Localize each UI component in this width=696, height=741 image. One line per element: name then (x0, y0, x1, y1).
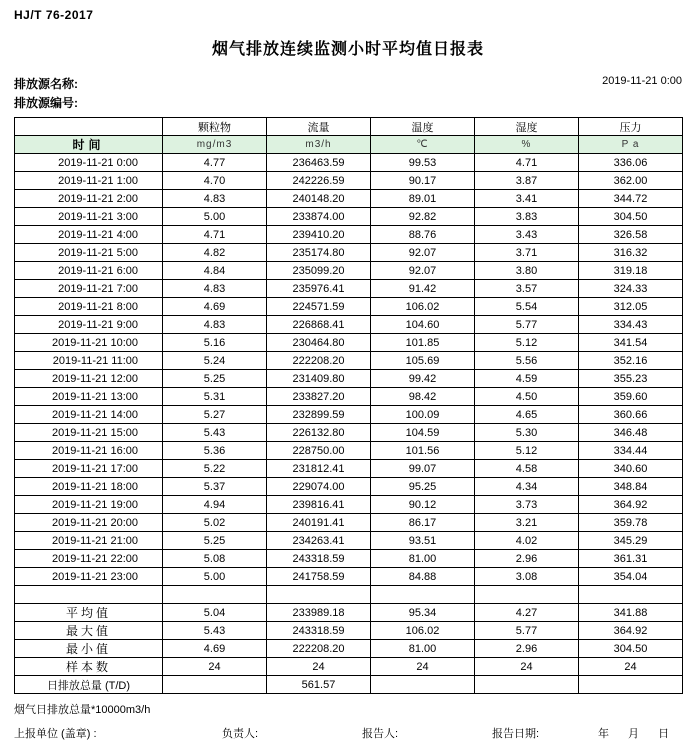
daily-total-value-4 (579, 676, 683, 694)
row-value-3: 4.59 (475, 370, 579, 388)
row-value-2: 92.07 (371, 244, 475, 262)
row-value-0: 4.71 (163, 226, 267, 244)
table-row (15, 496, 683, 514)
spacer-cell (475, 586, 579, 604)
row-value-3: 5.54 (475, 298, 579, 316)
row-value-1: 241758.59 (267, 568, 371, 586)
row-value-3: 5.12 (475, 334, 579, 352)
summary-value-0: 5.43 (163, 622, 267, 640)
row-value-3: 3.08 (475, 568, 579, 586)
row-value-0: 4.77 (163, 154, 267, 172)
row-value-2: 90.17 (371, 172, 475, 190)
summary-label: 最大值 (15, 622, 163, 640)
row-time: 2019-11-21 8:00 (15, 298, 163, 316)
row-value-0: 5.24 (163, 352, 267, 370)
row-time: 2019-11-21 19:00 (15, 496, 163, 514)
source-id-label: 排放源编号: (14, 96, 78, 110)
row-time: 2019-11-21 7:00 (15, 280, 163, 298)
row-value-2: 101.85 (371, 334, 475, 352)
spacer-cell (371, 586, 475, 604)
row-value-1: 242226.59 (267, 172, 371, 190)
row-value-3: 3.21 (475, 514, 579, 532)
table-row (15, 172, 683, 190)
table-row (15, 460, 683, 478)
row-value-1: 233827.20 (267, 388, 371, 406)
row-value-3: 3.43 (475, 226, 579, 244)
row-value-1: 231409.80 (267, 370, 371, 388)
footer-reporter: 报告人: (362, 728, 399, 740)
table-row (15, 442, 683, 460)
row-value-3: 4.58 (475, 460, 579, 478)
time-header: 时间 (15, 136, 163, 154)
row-time: 2019-11-21 21:00 (15, 532, 163, 550)
row-time: 2019-11-21 1:00 (15, 172, 163, 190)
row-value-0: 4.83 (163, 316, 267, 334)
row-value-4: 364.92 (579, 496, 683, 514)
row-value-0: 5.25 (163, 370, 267, 388)
footer-note: 烟气日排放总量*10000m3/h (14, 704, 151, 716)
row-value-2: 100.09 (371, 406, 475, 424)
row-value-0: 4.84 (163, 262, 267, 280)
row-time: 2019-11-21 5:00 (15, 244, 163, 262)
row-value-2: 99.07 (371, 460, 475, 478)
param-header-1: 流量 (267, 118, 371, 136)
row-value-1: 239410.20 (267, 226, 371, 244)
row-time: 2019-11-21 11:00 (15, 352, 163, 370)
row-time: 2019-11-21 10:00 (15, 334, 163, 352)
row-value-0: 4.82 (163, 244, 267, 262)
table-row (15, 478, 683, 496)
summary-value-0: 5.04 (163, 604, 267, 622)
unit-1: m3/h (267, 136, 371, 154)
row-value-3: 3.87 (475, 172, 579, 190)
row-time: 2019-11-21 0:00 (15, 154, 163, 172)
row-value-2: 101.56 (371, 442, 475, 460)
summary-value-0: 24 (163, 658, 267, 676)
summary-value-3: 5.77 (475, 622, 579, 640)
report-datetime: 2019-11-21 0:00 (602, 75, 682, 87)
row-value-2: 99.53 (371, 154, 475, 172)
source-name-label: 排放源名称: (14, 77, 78, 91)
summary-value-1: 222208.20 (267, 640, 371, 658)
summary-value-1: 233989.18 (267, 604, 371, 622)
table-row (15, 244, 683, 262)
table-row (15, 424, 683, 442)
row-value-3: 3.57 (475, 280, 579, 298)
row-value-4: 336.06 (579, 154, 683, 172)
summary-value-4: 341.88 (579, 604, 683, 622)
spacer-cell (15, 586, 163, 604)
spacer-cell (267, 586, 371, 604)
table-row (15, 280, 683, 298)
row-value-1: 226868.41 (267, 316, 371, 334)
daily-total-value-1: 561.57 (267, 676, 371, 694)
row-value-2: 104.59 (371, 424, 475, 442)
row-value-2: 86.17 (371, 514, 475, 532)
row-value-1: 231812.41 (267, 460, 371, 478)
row-value-4: 326.58 (579, 226, 683, 244)
row-value-4: 362.00 (579, 172, 683, 190)
report-meta (14, 75, 682, 113)
param-header-3: 湿度 (475, 118, 579, 136)
summary-value-1: 243318.59 (267, 622, 371, 640)
row-value-4: 361.31 (579, 550, 683, 568)
row-value-4: 319.18 (579, 262, 683, 280)
row-value-3: 4.50 (475, 388, 579, 406)
row-value-3: 5.30 (475, 424, 579, 442)
row-value-0: 5.25 (163, 532, 267, 550)
summary-value-2: 81.00 (371, 640, 475, 658)
row-value-3: 3.41 (475, 190, 579, 208)
row-value-3: 5.77 (475, 316, 579, 334)
row-value-1: 236463.59 (267, 154, 371, 172)
row-value-3: 4.34 (475, 478, 579, 496)
report-table (14, 117, 683, 694)
spacer-cell (163, 586, 267, 604)
row-value-4: 359.60 (579, 388, 683, 406)
daily-total-value-2 (371, 676, 475, 694)
table-spacer-row (15, 586, 683, 604)
row-value-0: 5.00 (163, 208, 267, 226)
row-value-2: 105.69 (371, 352, 475, 370)
table-row (15, 334, 683, 352)
standard-code: HJ/T 76-2017 (14, 8, 94, 22)
row-time: 2019-11-21 17:00 (15, 460, 163, 478)
summary-value-0: 4.69 (163, 640, 267, 658)
row-value-4: 334.44 (579, 442, 683, 460)
row-value-1: 235174.80 (267, 244, 371, 262)
table-row (15, 352, 683, 370)
summary-value-3: 4.27 (475, 604, 579, 622)
row-value-1: 234263.41 (267, 532, 371, 550)
table-row (15, 550, 683, 568)
param-header-2: 温度 (371, 118, 475, 136)
report-footer (14, 701, 682, 741)
row-time: 2019-11-21 15:00 (15, 424, 163, 442)
row-value-1: 228750.00 (267, 442, 371, 460)
footer-charge-person: 负责人: (222, 728, 259, 740)
row-value-1: 243318.59 (267, 550, 371, 568)
row-value-0: 5.31 (163, 388, 267, 406)
row-value-1: 222208.20 (267, 352, 371, 370)
row-value-4: 346.48 (579, 424, 683, 442)
summary-value-4: 304.50 (579, 640, 683, 658)
row-value-4: 348.84 (579, 478, 683, 496)
table-row (15, 316, 683, 334)
table-row (15, 226, 683, 244)
daily-total-value-3 (475, 676, 579, 694)
row-value-4: 344.72 (579, 190, 683, 208)
row-value-4: 304.50 (579, 208, 683, 226)
row-value-1: 224571.59 (267, 298, 371, 316)
table-row (15, 262, 683, 280)
row-value-4: 355.23 (579, 370, 683, 388)
summary-value-2: 106.02 (371, 622, 475, 640)
row-value-1: 232899.59 (267, 406, 371, 424)
row-value-0: 5.02 (163, 514, 267, 532)
row-value-0: 5.16 (163, 334, 267, 352)
row-value-0: 5.22 (163, 460, 267, 478)
row-time: 2019-11-21 16:00 (15, 442, 163, 460)
unit-0: mg/m3 (163, 136, 267, 154)
summary-value-2: 95.34 (371, 604, 475, 622)
row-value-1: 230464.80 (267, 334, 371, 352)
row-value-0: 5.37 (163, 478, 267, 496)
row-time: 2019-11-21 22:00 (15, 550, 163, 568)
row-value-3: 5.56 (475, 352, 579, 370)
row-value-0: 5.27 (163, 406, 267, 424)
row-value-1: 235099.20 (267, 262, 371, 280)
footer-signature-line (14, 725, 682, 741)
row-value-4: 341.54 (579, 334, 683, 352)
row-value-2: 89.01 (371, 190, 475, 208)
param-header-4: 压力 (579, 118, 683, 136)
summary-row-min (15, 640, 683, 658)
unit-4: P a (579, 136, 683, 154)
row-value-4: 360.66 (579, 406, 683, 424)
row-value-0: 4.83 (163, 190, 267, 208)
row-value-3: 3.83 (475, 208, 579, 226)
row-value-1: 240191.41 (267, 514, 371, 532)
unit-2: ℃ (371, 136, 475, 154)
daily-total-label: 日排放总量 (T/D) (15, 676, 163, 694)
row-value-3: 4.02 (475, 532, 579, 550)
footer-report-date: 报告日期: (492, 728, 540, 740)
page-title: 烟气排放连续监测小时平均值日报表 (211, 41, 484, 58)
table-header-row (15, 118, 683, 136)
row-value-4: 340.60 (579, 460, 683, 478)
footer-ymd: 年 月 日 (598, 728, 678, 740)
row-time: 2019-11-21 20:00 (15, 514, 163, 532)
summary-row-max (15, 622, 683, 640)
table-units-row (15, 136, 683, 154)
table-row (15, 532, 683, 550)
row-value-4: 359.78 (579, 514, 683, 532)
row-value-2: 99.42 (371, 370, 475, 388)
table-row (15, 514, 683, 532)
row-value-4: 316.32 (579, 244, 683, 262)
summary-value-2: 24 (371, 658, 475, 676)
summary-value-3: 24 (475, 658, 579, 676)
row-value-3: 4.65 (475, 406, 579, 424)
row-value-2: 93.51 (371, 532, 475, 550)
table-row (15, 190, 683, 208)
row-time: 2019-11-21 3:00 (15, 208, 163, 226)
row-value-0: 5.08 (163, 550, 267, 568)
row-value-1: 226132.80 (267, 424, 371, 442)
footer-unit-seal: 上报单位 (盖章) : (14, 728, 97, 740)
row-value-0: 4.69 (163, 298, 267, 316)
row-value-0: 4.94 (163, 496, 267, 514)
unit-3: % (475, 136, 579, 154)
table-row (15, 568, 683, 586)
corner-cell (15, 118, 163, 136)
row-value-2: 106.02 (371, 298, 475, 316)
daily-total-value-0 (163, 676, 267, 694)
summary-row-daily-total (15, 676, 683, 694)
row-value-2: 84.88 (371, 568, 475, 586)
row-time: 2019-11-21 14:00 (15, 406, 163, 424)
row-time: 2019-11-21 13:00 (15, 388, 163, 406)
row-value-2: 90.12 (371, 496, 475, 514)
param-header-0: 颗粒物 (163, 118, 267, 136)
row-time: 2019-11-21 2:00 (15, 190, 163, 208)
row-value-4: 312.05 (579, 298, 683, 316)
row-time: 2019-11-21 4:00 (15, 226, 163, 244)
summary-value-3: 2.96 (475, 640, 579, 658)
row-value-3: 2.96 (475, 550, 579, 568)
row-value-0: 5.00 (163, 568, 267, 586)
row-value-0: 4.70 (163, 172, 267, 190)
summary-value-1: 24 (267, 658, 371, 676)
row-value-0: 5.36 (163, 442, 267, 460)
row-time: 2019-11-21 6:00 (15, 262, 163, 280)
row-value-1: 239816.41 (267, 496, 371, 514)
row-value-2: 81.00 (371, 550, 475, 568)
summary-value-4: 24 (579, 658, 683, 676)
row-value-0: 4.83 (163, 280, 267, 298)
row-value-3: 3.71 (475, 244, 579, 262)
table-row (15, 208, 683, 226)
table-row (15, 370, 683, 388)
row-value-2: 91.42 (371, 280, 475, 298)
row-value-1: 229074.00 (267, 478, 371, 496)
row-time: 2019-11-21 18:00 (15, 478, 163, 496)
row-value-1: 235976.41 (267, 280, 371, 298)
row-value-2: 92.07 (371, 262, 475, 280)
row-value-4: 354.04 (579, 568, 683, 586)
summary-label: 样本数 (15, 658, 163, 676)
row-value-2: 98.42 (371, 388, 475, 406)
row-value-3: 3.73 (475, 496, 579, 514)
table-row (15, 406, 683, 424)
row-value-3: 4.71 (475, 154, 579, 172)
row-time: 2019-11-21 23:00 (15, 568, 163, 586)
table-row (15, 154, 683, 172)
row-time: 2019-11-21 9:00 (15, 316, 163, 334)
row-value-3: 5.12 (475, 442, 579, 460)
table-row (15, 298, 683, 316)
row-value-2: 104.60 (371, 316, 475, 334)
row-value-4: 334.43 (579, 316, 683, 334)
row-value-2: 92.82 (371, 208, 475, 226)
row-value-1: 233874.00 (267, 208, 371, 226)
row-value-4: 345.29 (579, 532, 683, 550)
row-value-3: 3.80 (475, 262, 579, 280)
row-value-0: 5.43 (163, 424, 267, 442)
spacer-cell (579, 586, 683, 604)
row-time: 2019-11-21 12:00 (15, 370, 163, 388)
row-value-2: 95.25 (371, 478, 475, 496)
summary-label: 最小值 (15, 640, 163, 658)
summary-value-4: 364.92 (579, 622, 683, 640)
row-value-2: 88.76 (371, 226, 475, 244)
row-value-4: 352.16 (579, 352, 683, 370)
row-value-1: 240148.20 (267, 190, 371, 208)
row-value-4: 324.33 (579, 280, 683, 298)
summary-row-average (15, 604, 683, 622)
summary-row-sample-count (15, 658, 683, 676)
summary-label: 平均值 (15, 604, 163, 622)
table-row (15, 388, 683, 406)
